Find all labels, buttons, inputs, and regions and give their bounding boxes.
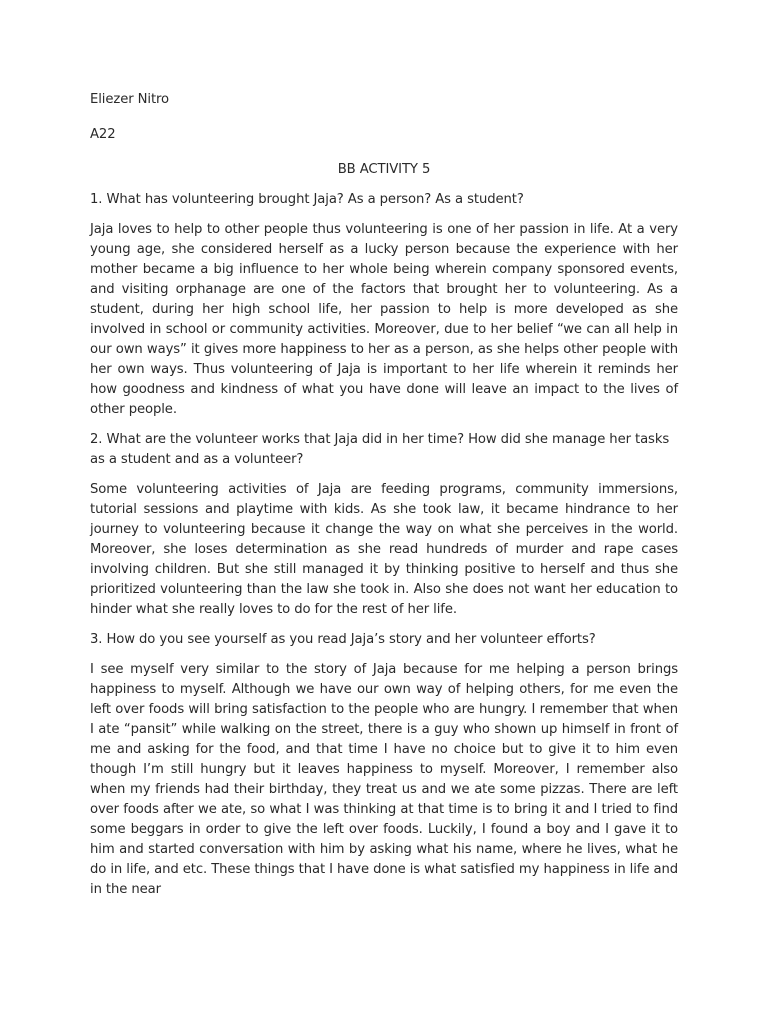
document-page — [90, 90, 678, 910]
answer-1: Jaja loves to help to other people thus volunteering is one of her passion in life. At a very young age, she considered herself as a lucky person because the experience with her mother became a big influence to her whole being wherein company sponsored events, and visiting orphanage are one of the factors that brought her to volunteering. As a student, during her high school life, her passion to help is more developed as she involved in school or community activities. Moreover, due to her belief “we can all help in our own ways” it gives more happiness to her as a person, as she helps other people with her own ways. Thus volunteering of Jaja is important to her life wherein it reminds her how goodness and kindness of what you have done will leave an impact to the lives of other people. — [90, 222, 678, 417]
answer-3: I see myself very similar to the story of Jaja because for me helping a person brings happiness to myself. Although we have our own way of helping others, for me even the left over foods will bring satisfaction to the people who are hungry. I remember that when I ate “pansit” while walking on the street, there is a guy who shown up himself in front of me and asking for the food, and that time I have no choice but to give it to him even though I’m still hungry but it leaves happiness to myself. Moreover, I remember also when my friends had their birthday, they treat us and we ate some pizzas. There are left over foods after we ate, so what I was thinking at that time is to bring it and I tried to find some beggars in order to give the left over foods. Luckily, I found a boy and I gave it to him and started conversation with him by asking what his name, where he lives, what he do in life, and etc. These things that I have done is what satisfied my happiness in life and in the near — [90, 662, 678, 897]
question-1: 1. What has volunteering brought Jaja? As a person? As a student? — [90, 192, 524, 207]
section-code: A22 — [90, 127, 116, 142]
author-name: Eliezer Nitro — [90, 92, 170, 107]
question-3: 3. How do you see yourself as you read Jaja’s story and her volunteer efforts? — [90, 632, 596, 647]
answer-2: Some volunteering activities of Jaja are feeding programs, community immersions, tutorial sessions and playtime with kids. As she took law, it became hindrance to her journey to volunteering because it change the way on what she perceives in the world. Moreover, she loses determination as she read hundreds of murder and rape cases involving children. But she still managed it by thinking positive to herself and thus she prioritized volunteering than the law she took in. Also she does not want her education to hinder what she really loves to do for the rest of her life. — [90, 482, 678, 617]
question-2: 2. What are the volunteer works that Jaja did in her time? How did she manage her tasks as a student and as a volunteer? — [90, 432, 670, 467]
document-title: BB ACTIVITY 5 — [337, 162, 431, 177]
